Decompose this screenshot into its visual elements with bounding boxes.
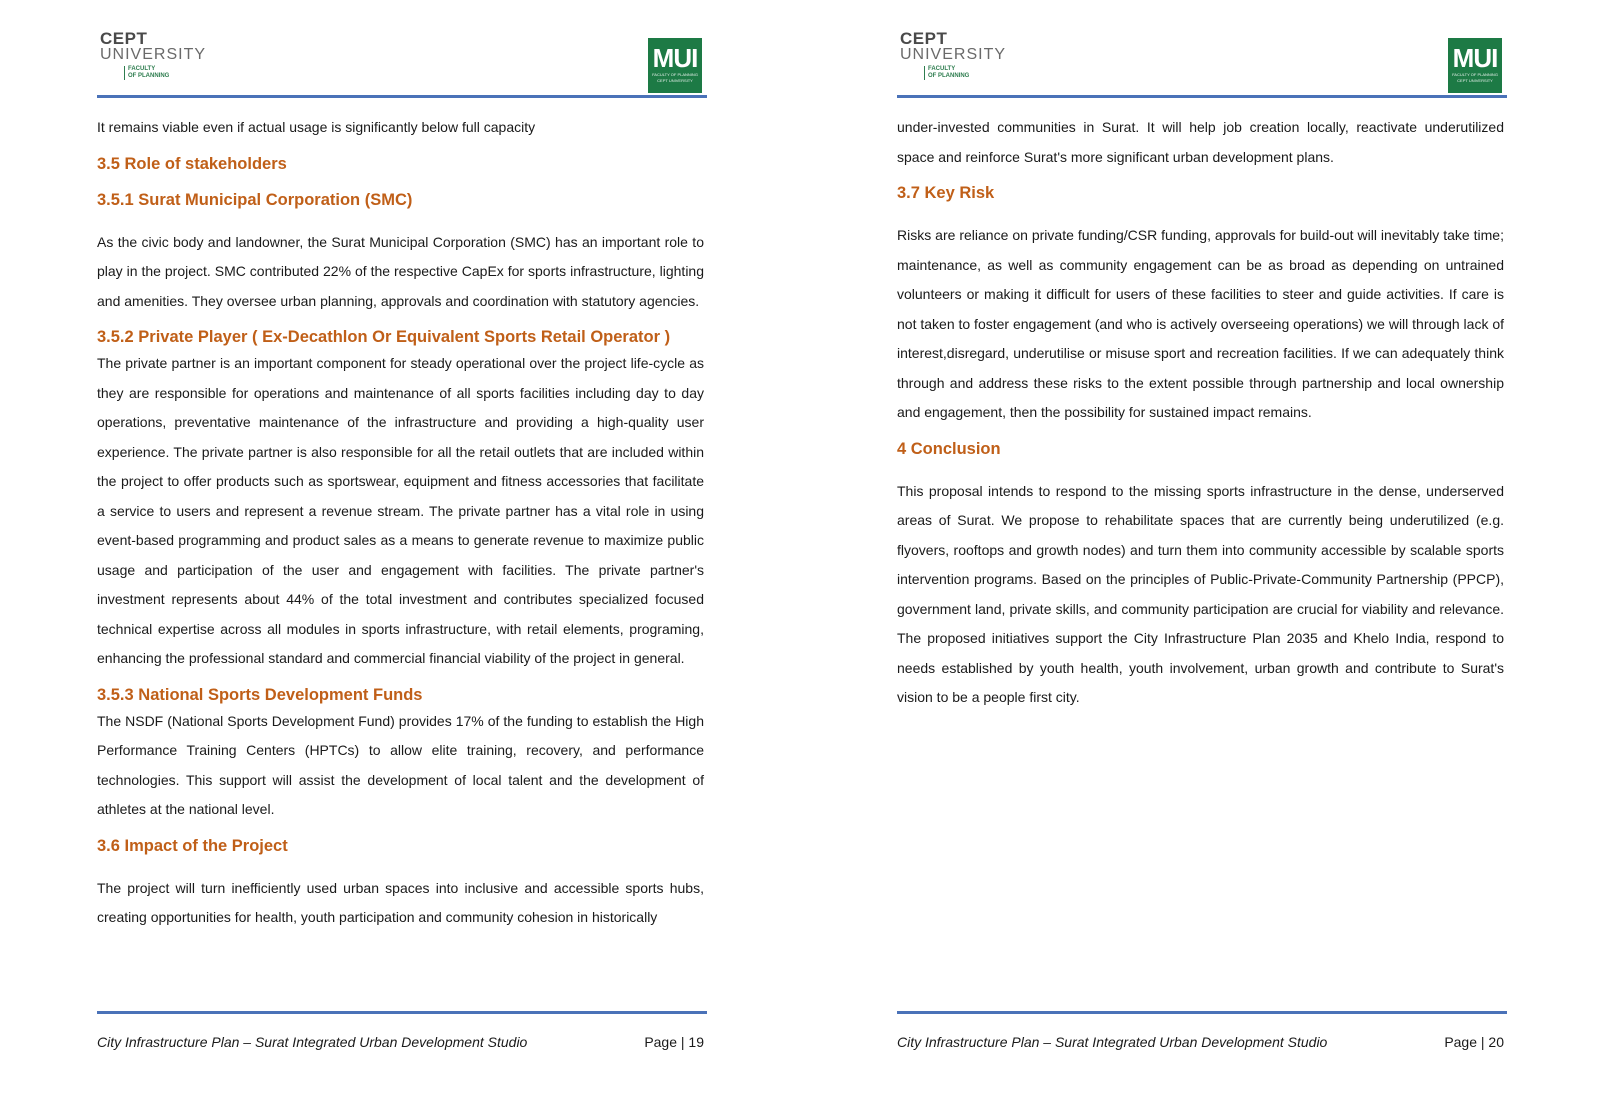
- heading-3-5-3: 3.5.3 National Sports Development Funds: [97, 685, 423, 704]
- footer-title: City Infrastructure Plan – Surat Integrated Urban Development Studio: [897, 1034, 1328, 1050]
- page-body: [97, 113, 704, 933]
- header-rule: [897, 95, 1507, 98]
- mui-logo: MUI FACULTY OF PLANNING CEPT UNIVERSITY: [1448, 38, 1502, 93]
- paragraph-3-5-2: The private partner is an important component for steady operational over the project life-cycle as they are responsible for operations and maintenance of all sports facilities including day to day operations, preventative maintenance of the infrastructure and providing a high-quality user experience. The private partner is also responsible for all the retail outlets that are included within the project to offer products such as sportswear, equipment and fitness accessories that facilitate a service to users and represent a revenue stream. The private partner has a vital role in using event-based programming and product sales as a means to generate revenue to maximize public usage and participation of the user and engagement with facilities. The private partner's investment represents about 44% of the total investment and contributes specialized focused technical expertise across all modules in sports infrastructure, with retail elements, programing, enhancing the professional standard and commercial financial viability of the project in general.: [97, 355, 704, 666]
- header-rule: [97, 95, 707, 98]
- heading-3-7: 3.7 Key Risk: [897, 184, 995, 202]
- heading-3-5-2: 3.5.2 Private Player ( Ex-Decathlon Or Equivalent Sports Retail Operator ): [97, 328, 671, 346]
- heading-4: 4 Conclusion: [897, 439, 1001, 458]
- page-20: [800, 0, 1600, 1119]
- heading-3-5-1: 3.5.1 Surat Municipal Corporation (SMC): [97, 190, 413, 209]
- paragraph-3-6: The project will turn inefficiently used urban spaces into inclusive and accessible sports hubs, creating opportunities for health, youth participation and community cohesion in historically: [97, 879, 704, 925]
- page-header: [97, 30, 706, 98]
- paragraph-3-7: Risks are reliance on private funding/CSR funding, approvals for build-out will inevitably take time; maintenance, as well as community engagement can be as broad as depending on untrained volunteers or making it difficult for users of these facilities to steer and guide activities. If care is not taken to foster engagement (and who is actively overseeing operations) we will through lack of interest,disregard, underutilise or misuse sport and recreation facilities. If we can adequately think through and address these risks to the extent possible through partnership and local ownership and engagement, then the possibility for sustained impact remains.: [897, 227, 1505, 420]
- page-footer: [97, 1034, 706, 1050]
- footer-rule: [897, 1011, 1507, 1014]
- footer-rule: [97, 1011, 707, 1014]
- footer-title: City Infrastructure Plan – Surat Integrated Urban Development Studio: [97, 1034, 528, 1050]
- paragraph-3-5-1: As the civic body and landowner, the Surat Municipal Corporation (SMC) has an important role to play in the project. SMC contributed 22% of the respective CapEx for sports infrastructure, lighting and amenities. They oversee urban planning, approvals and coordination with statutory agencies.: [97, 233, 704, 309]
- page-header: [897, 30, 1506, 98]
- page-body: [897, 113, 1504, 713]
- mui-logo: MUI FACULTY OF PLANNING CEPT UNIVERSITY: [648, 38, 702, 93]
- paragraph-intro: It remains viable even if actual usage is significantly below full capacity: [97, 119, 536, 135]
- cept-university-logo: CEPT UNIVERSITY FACULTY OF PLANNING: [900, 29, 1007, 79]
- cept-university-logo: CEPT UNIVERSITY FACULTY OF PLANNING: [100, 29, 207, 79]
- paragraph-3-5-3: The NSDF (National Sports Development Fund) provides 17% of the funding to establish the High Performance Training Centers (HPTCs) to allow elite training, recovery, and performance technologies. This support will assist the development of local talent and the development of athletes at the national level.: [97, 712, 704, 817]
- page-number: Page | 20: [1444, 1034, 1504, 1050]
- paragraph-4: This proposal intends to respond to the missing sports infrastructure in the dense, underserved areas of Surat. We propose to rehabilitate spaces that are currently being underutilized (e.g. flyovers, rooftops and growth nodes) and turn them into community accessible by scalable sports intervention programs. Based on the principles of Public-Private-Community Partnership (PPCP), government land, private skills, and community participation are crucial for viability and relevance. The proposed initiatives support the City Infrastructure Plan 2035 and Khelo India, respond to needs established by youth health, youth involvement, urban growth and contribute to Surat's vision to be a people first city.: [897, 482, 1504, 705]
- page-footer: [897, 1034, 1506, 1050]
- heading-3-5: 3.5 Role of stakeholders: [97, 154, 287, 173]
- page-number: Page | 19: [644, 1034, 704, 1050]
- paragraph-continued: under-invested communities in Surat. It will help job creation locally, reactivate underutilized space and reinforce Surat's more significant urban development plans.: [897, 119, 1504, 165]
- heading-3-6: 3.6 Impact of the Project: [97, 836, 288, 855]
